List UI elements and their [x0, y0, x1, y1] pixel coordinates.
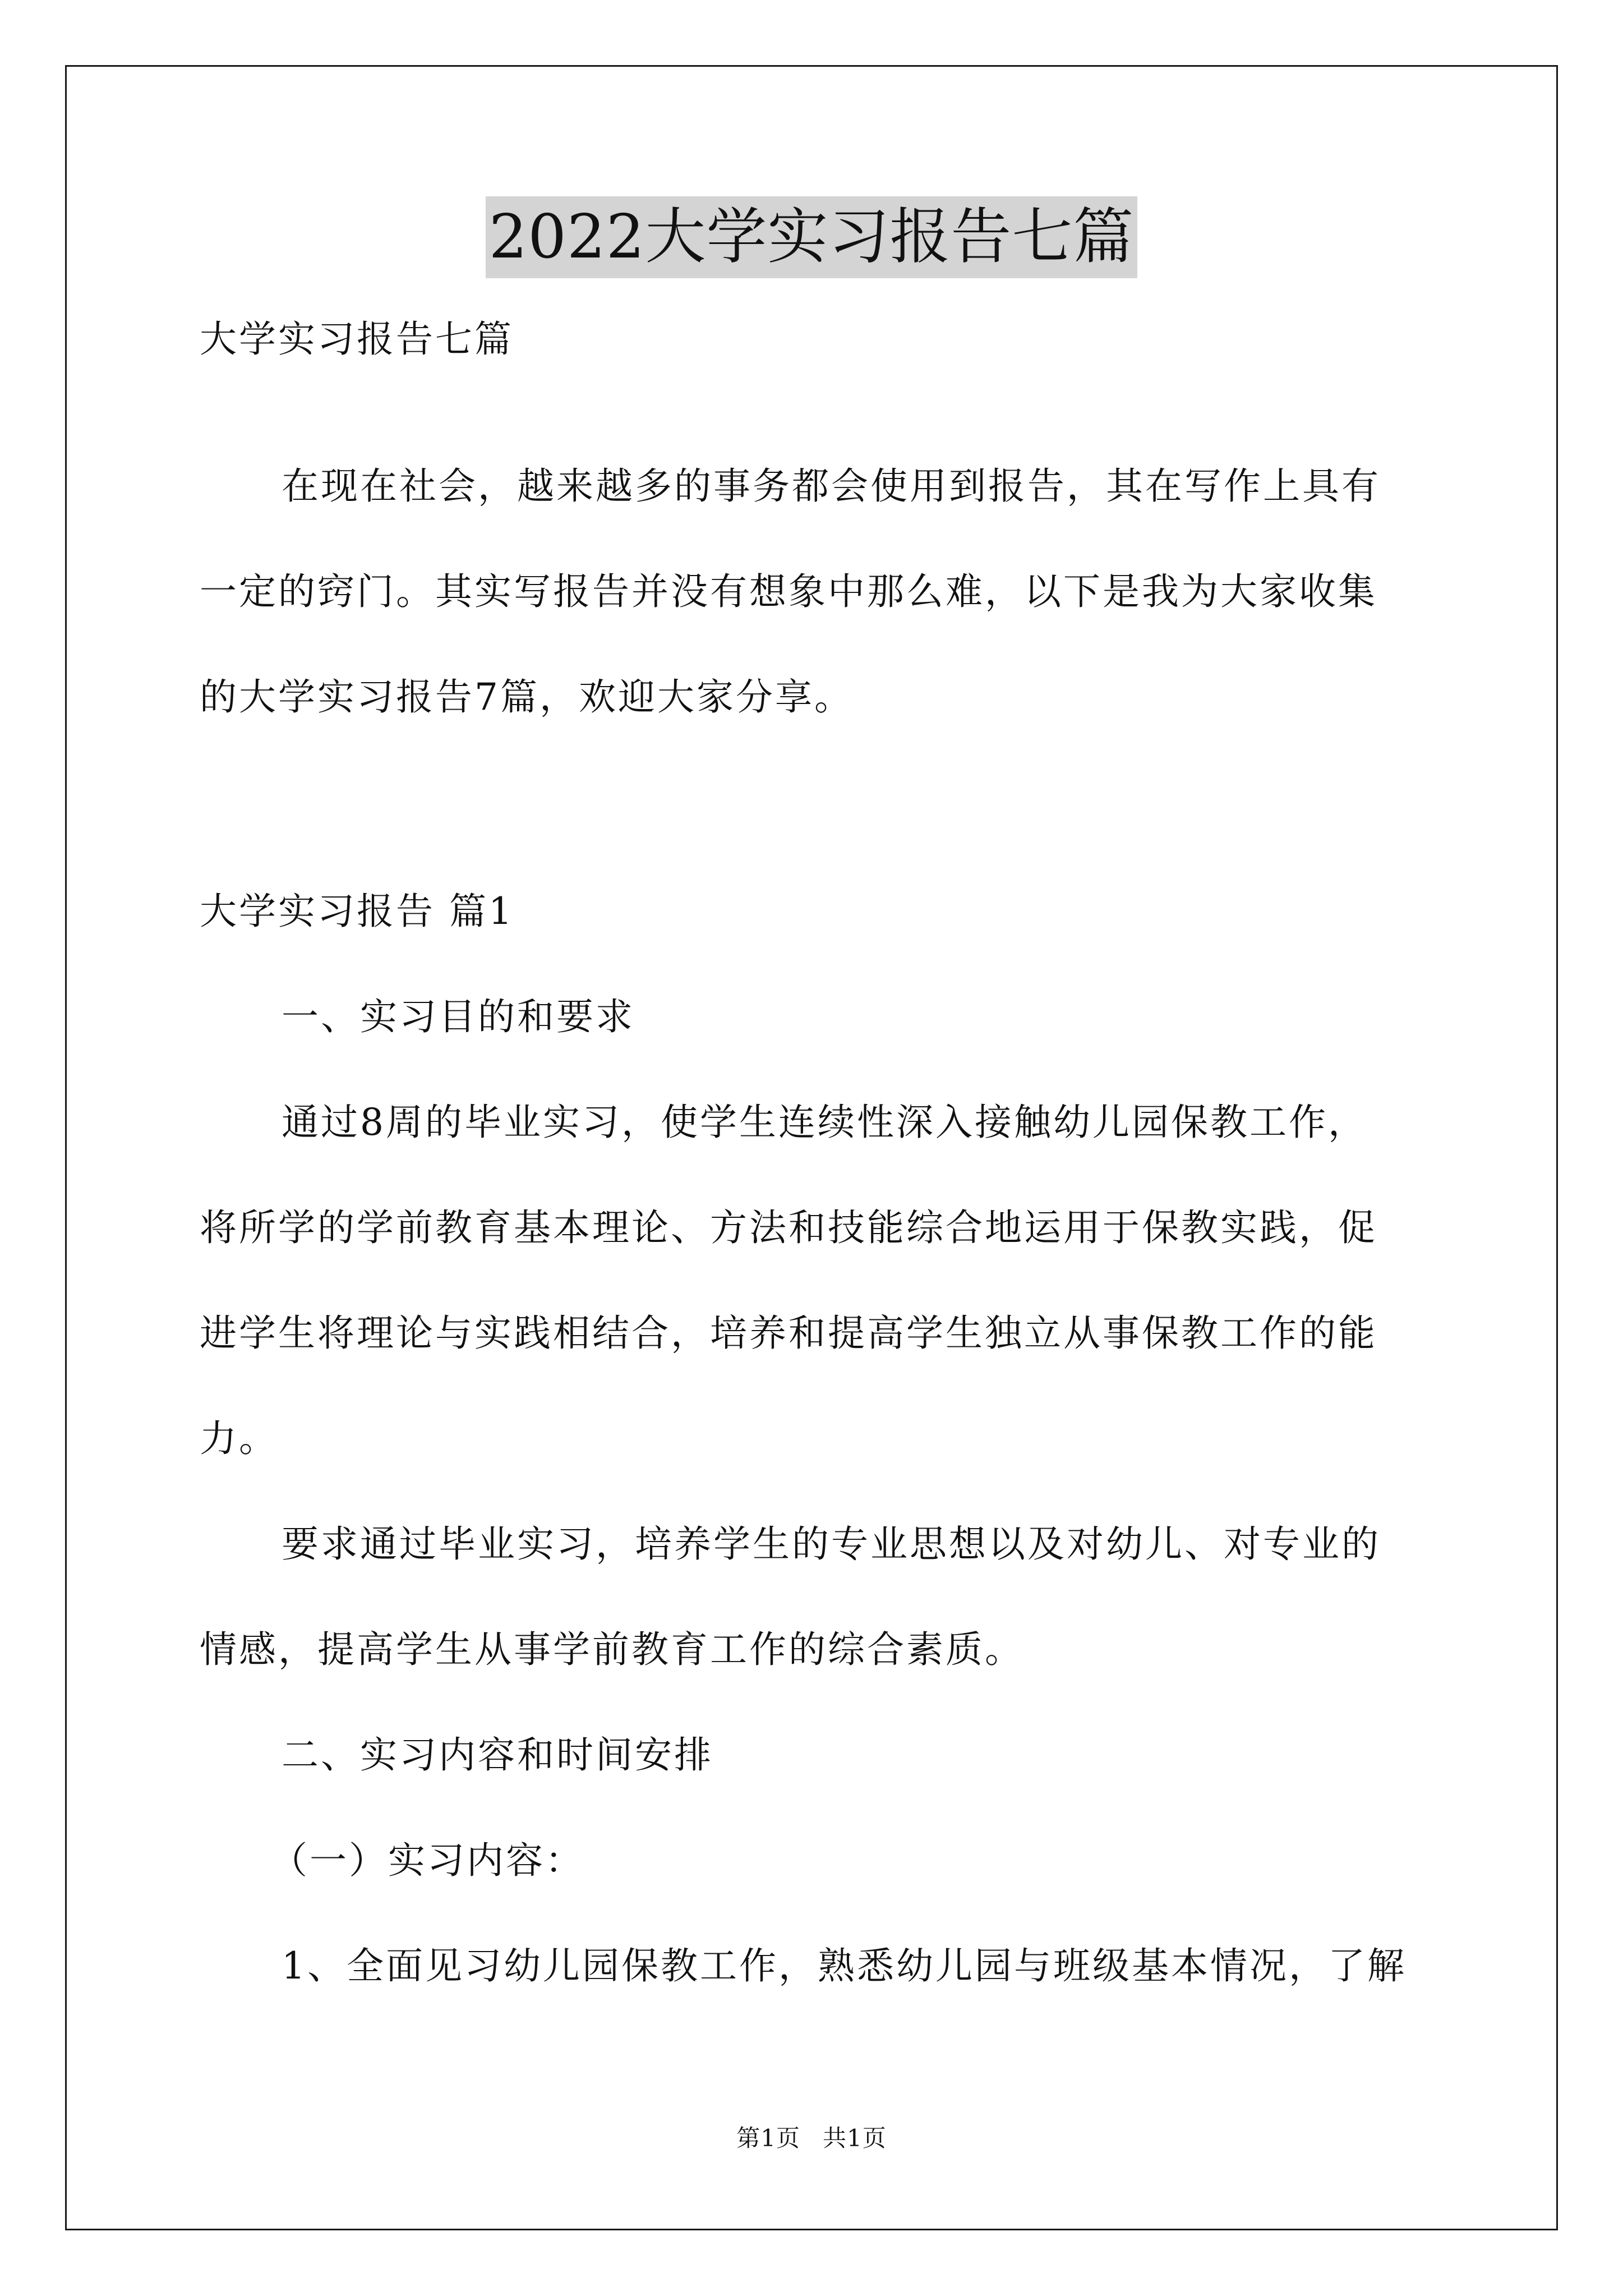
document-subtitle: 大学实习报告七篇 — [200, 318, 514, 361]
purpose-line-1: 通过8周的毕业实习，使学生连续性深入接触幼儿园保教工作， — [282, 1101, 1367, 1144]
intro-line-3: 的大学实习报告7篇，欢迎大家分享。 — [200, 675, 854, 719]
heading-purpose: 一、实习目的和要求 — [282, 995, 635, 1038]
content-item-1: 1、全面见习幼儿园保教工作，熟悉幼儿园与班级基本情况，了解 — [282, 1944, 1407, 1987]
page-number: 第1页 — [736, 2124, 800, 2152]
requirement-line-2: 情感，提高学生从事学前教育工作的综合素质。 — [200, 1628, 1024, 1671]
purpose-line-3: 进学生将理论与实践相结合，培养和提高学生独立从事保教工作的能 — [200, 1312, 1377, 1355]
purpose-line-2: 将所学的学前教育基本理论、方法和技能综合地运用于保教实践，促 — [200, 1206, 1377, 1249]
intro-line-2: 一定的窍门。其实写报告并没有想象中那么难，以下是我为大家收集 — [200, 570, 1377, 613]
page-footer — [0, 2123, 1623, 2154]
page-total: 共1页 — [823, 2124, 887, 2152]
document-title: 2022大学实习报告七篇 — [0, 196, 1623, 278]
heading-content-schedule: 二、实习内容和时间安排 — [282, 1733, 713, 1777]
intro-line-1: 在现在社会，越来越多的事务都会使用到报告，其在写作上具有 — [282, 464, 1381, 508]
sub-heading-content: （一）实习内容： — [270, 1839, 584, 1882]
requirement-line-1: 要求通过毕业实习，培养学生的专业思想以及对幼儿、对专业的 — [282, 1522, 1381, 1566]
purpose-line-4: 力。 — [200, 1417, 278, 1460]
section-heading: 大学实习报告 篇1 — [200, 890, 514, 933]
page-border — [65, 65, 1558, 2230]
